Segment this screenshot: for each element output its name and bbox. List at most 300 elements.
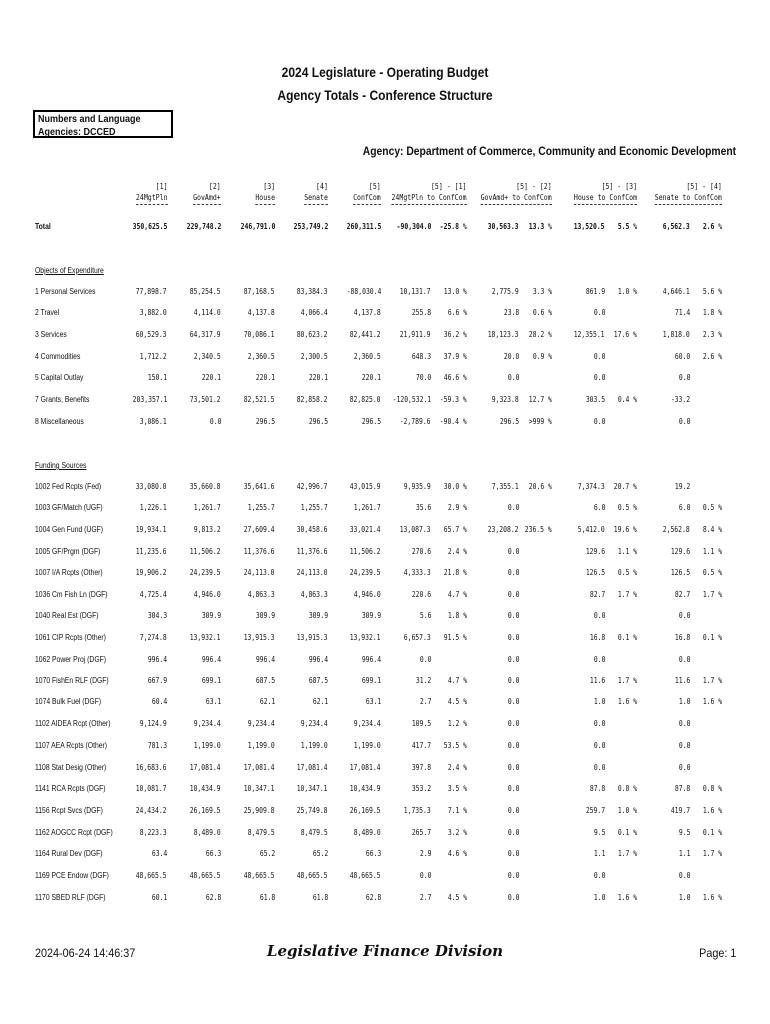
table-cell: 7,374.3: [578, 482, 605, 491]
column-header-label: House to ConfCom: [574, 192, 637, 205]
table-cell: 220.1: [361, 373, 381, 382]
table-cell: 13,932.1: [190, 633, 221, 642]
table-cell: 23.8: [503, 308, 519, 317]
table-cell: 0.0: [507, 373, 519, 382]
row-label: 5 Capital Outlay: [35, 373, 84, 382]
table-cell: 220.1: [255, 373, 275, 382]
column-header-label: GovAmd+ to ConfCom: [481, 192, 552, 205]
table-cell: 9,234.4: [354, 719, 381, 728]
report-subtitle: Agency Totals - Conference Structure: [277, 87, 493, 103]
table-cell: 2,562.8: [663, 525, 690, 534]
table-cell: 24,113.0: [297, 568, 328, 577]
table-cell: 13,520.5: [574, 222, 605, 231]
table-cell: 0.0: [678, 373, 690, 382]
table-cell: 10,434.9: [350, 784, 381, 793]
table-cell: 9,234.4: [301, 719, 328, 728]
table-cell: 4,863.3: [301, 590, 328, 599]
table-cell: 60.4: [151, 697, 167, 706]
table-cell: 6.6 %: [447, 308, 467, 317]
column-header-number: [4]: [316, 182, 328, 191]
table-cell: 66.3: [205, 849, 221, 858]
row-label: 1156 Rcpt Svcs (DGF): [35, 806, 103, 815]
table-cell: 5.6: [419, 611, 431, 620]
table-cell: 996.4: [147, 655, 167, 664]
column-header: [655, 181, 722, 205]
table-cell: 8,479.5: [301, 828, 328, 837]
table-cell: 260,311.5: [346, 222, 381, 231]
table-cell: 13.0 %: [443, 287, 467, 296]
table-cell: 62.8: [205, 893, 221, 902]
column-header: [481, 181, 552, 205]
table-cell: 0.0: [593, 611, 605, 620]
row-label: 7 Grants, Benefits: [35, 395, 90, 404]
table-cell: 0.0: [507, 741, 519, 750]
table-cell: 11,376.6: [297, 547, 328, 556]
table-cell: 3,882.0: [140, 308, 167, 317]
table-cell: 0.0: [419, 655, 431, 664]
table-cell: 61.8: [312, 893, 328, 902]
table-cell: 9.5: [678, 828, 690, 837]
table-cell: 397.8: [411, 763, 431, 772]
table-cell: 2.4 %: [447, 763, 467, 772]
table-cell: 9,813.2: [194, 525, 221, 534]
table-cell: 667.9: [147, 676, 167, 685]
table-cell: -90.4 %: [440, 417, 467, 426]
row-label: Total: [35, 222, 51, 231]
table-cell: 1,199.0: [194, 741, 221, 750]
table-cell: 0.0: [678, 871, 690, 880]
table-cell: 1.7 %: [702, 676, 722, 685]
table-cell: 0.0: [678, 763, 690, 772]
table-cell: 2.4 %: [447, 547, 467, 556]
table-cell: 60.1: [151, 893, 167, 902]
table-cell: 10,434.9: [190, 784, 221, 793]
table-cell: 42,996.7: [297, 482, 328, 491]
table-cell: 26,169.5: [190, 806, 221, 815]
row-label: 1004 Gen Fund (UGF): [35, 525, 104, 534]
table-cell: 1.6 %: [702, 697, 722, 706]
table-cell: 0.0: [593, 373, 605, 382]
table-cell: 0.6 %: [532, 308, 552, 317]
table-cell: 699.1: [361, 676, 381, 685]
section-funding-sources: Funding Sources: [35, 461, 87, 470]
table-cell: 259.7: [585, 806, 605, 815]
table-cell: 1,818.0: [663, 330, 690, 339]
table-cell: 13,087.3: [400, 525, 431, 534]
table-cell: 4,646.1: [663, 287, 690, 296]
table-cell: 2,360.5: [248, 352, 275, 361]
table-cell: 4,066.4: [301, 308, 328, 317]
table-cell: 150.1: [147, 373, 167, 382]
table-cell: 1,199.0: [248, 741, 275, 750]
table-cell: 2.7: [419, 893, 431, 902]
table-cell: 0.5 %: [617, 568, 637, 577]
table-cell: 65.7 %: [443, 525, 467, 534]
table-cell: >999 %: [528, 417, 552, 426]
table-cell: 61.8: [259, 893, 275, 902]
table-cell: 2.6 %: [702, 352, 722, 361]
row-label: 1040 Real Est (DGF): [35, 611, 99, 620]
table-cell: 270.6: [411, 547, 431, 556]
row-label: 4 Commodities: [35, 352, 81, 361]
table-cell: 82.7: [589, 590, 605, 599]
table-cell: 11,235.6: [136, 547, 167, 556]
table-cell: 0.0: [507, 547, 519, 556]
table-cell: 5.5 %: [617, 222, 637, 231]
table-cell: 0.0: [593, 719, 605, 728]
table-cell: 82,858.2: [297, 395, 328, 404]
table-cell: 0.0: [507, 697, 519, 706]
table-cell: 350,625.5: [132, 222, 167, 231]
table-cell: 129.6: [670, 547, 690, 556]
row-label: 1007 I/A Rcpts (Other): [35, 568, 103, 577]
table-cell: 699.1: [201, 676, 221, 685]
filter-line-2: Agencies: DCCED: [38, 127, 116, 138]
table-cell: 35,641.6: [244, 482, 275, 491]
table-cell: 220.1: [201, 373, 221, 382]
table-cell: 63.1: [365, 697, 381, 706]
table-cell: 1,255.7: [248, 503, 275, 512]
table-cell: 265.7: [411, 828, 431, 837]
table-cell: 0.0: [593, 871, 605, 880]
table-cell: 1.8 %: [447, 611, 467, 620]
table-cell: 63.1: [205, 697, 221, 706]
table-cell: 1,261.7: [354, 503, 381, 512]
table-cell: 2,775.9: [492, 287, 519, 296]
table-cell: 1.6 %: [702, 893, 722, 902]
table-cell: 43,015.9: [350, 482, 381, 491]
table-cell: 0.4 %: [617, 395, 637, 404]
column-header-label: House: [255, 192, 275, 205]
table-cell: 0.0: [507, 893, 519, 902]
table-cell: 4,725.4: [140, 590, 167, 599]
table-cell: 4.6 %: [447, 849, 467, 858]
table-cell: 1.0: [593, 893, 605, 902]
table-cell: 0.5 %: [702, 503, 722, 512]
column-header-number: [5] - [1]: [431, 182, 467, 191]
table-cell: 2.7: [419, 697, 431, 706]
table-cell: 46.6 %: [443, 373, 467, 382]
table-cell: 0.0: [507, 590, 519, 599]
column-header-label: Senate to ConfCom: [655, 192, 722, 205]
table-cell: 16,683.6: [136, 763, 167, 772]
table-cell: 417.7: [411, 741, 431, 750]
table-cell: 87,168.5: [244, 287, 275, 296]
column-header: [304, 181, 328, 205]
table-cell: 309.9: [201, 611, 221, 620]
table-cell: 861.9: [585, 287, 605, 296]
table-cell: 1.6 %: [617, 697, 637, 706]
table-cell: -90,304.0: [396, 222, 431, 231]
table-cell: 25,909.8: [244, 806, 275, 815]
table-cell: 5,412.0: [578, 525, 605, 534]
table-cell: 53.5 %: [443, 741, 467, 750]
table-cell: 1,735.3: [404, 806, 431, 815]
table-cell: 2.9 %: [447, 503, 467, 512]
table-cell: 0.0: [507, 611, 519, 620]
table-cell: 33,021.4: [350, 525, 381, 534]
table-cell: 253,749.2: [293, 222, 328, 231]
table-cell: 9,935.9: [404, 482, 431, 491]
column-header-number: [2]: [209, 182, 221, 191]
table-cell: 0.5 %: [702, 568, 722, 577]
table-cell: 82,441.2: [350, 330, 381, 339]
table-cell: 648.3: [411, 352, 431, 361]
table-cell: 1,261.7: [194, 503, 221, 512]
table-cell: 35.6: [415, 503, 431, 512]
table-cell: 20.6 %: [528, 482, 552, 491]
table-cell: 220.1: [308, 373, 328, 382]
table-cell: 73,501.2: [190, 395, 221, 404]
table-cell: 91.5 %: [443, 633, 467, 642]
table-cell: 0.8 %: [617, 784, 637, 793]
table-cell: 48,665.5: [136, 871, 167, 880]
table-cell: 236.5 %: [525, 525, 552, 534]
table-cell: 2.9: [419, 849, 431, 858]
table-cell: 309.9: [361, 611, 381, 620]
table-cell: 1.7 %: [617, 849, 637, 858]
report-title: 2024 Legislature - Operating Budget: [281, 64, 489, 80]
table-cell: 0.1 %: [617, 633, 637, 642]
table-cell: 19.6 %: [613, 525, 637, 534]
table-cell: 62.8: [365, 893, 381, 902]
table-cell: 0.0: [678, 655, 690, 664]
table-cell: 419.7: [670, 806, 690, 815]
table-cell: 255.8: [411, 308, 431, 317]
table-cell: 30,563.3: [488, 222, 519, 231]
row-label: 3 Services: [35, 330, 67, 339]
table-cell: 1.1 %: [702, 547, 722, 556]
table-cell: 0.0: [209, 417, 221, 426]
row-label: 1061 CIP Rcpts (Other): [35, 633, 106, 642]
table-cell: 0.1 %: [617, 828, 637, 837]
table-cell: 4,114.0: [194, 308, 221, 317]
column-header: [574, 181, 637, 205]
column-header: [255, 181, 275, 205]
table-cell: 1.0 %: [617, 287, 637, 296]
table-cell: 11.6: [589, 676, 605, 685]
column-header-label: ConfCom: [353, 192, 381, 205]
table-cell: 25,749.8: [297, 806, 328, 815]
table-cell: 2,360.5: [354, 352, 381, 361]
table-cell: 109.5: [411, 719, 431, 728]
table-cell: 0.1 %: [702, 633, 722, 642]
table-cell: -2,789.6: [400, 417, 431, 426]
table-cell: 304.3: [147, 611, 167, 620]
column-header-label: Senate: [304, 192, 328, 205]
table-cell: 8,479.5: [248, 828, 275, 837]
table-cell: -25.8 %: [440, 222, 467, 231]
table-cell: 229,748.2: [186, 222, 221, 231]
table-cell: 1,199.0: [354, 741, 381, 750]
table-cell: 0.0: [507, 828, 519, 837]
table-cell: 309.9: [308, 611, 328, 620]
table-cell: 7.1 %: [447, 806, 467, 815]
column-header-number: [5]: [369, 182, 381, 191]
row-label: 1164 Rural Dev (DGF): [35, 849, 103, 858]
column-header: [353, 181, 381, 205]
table-cell: 87.8: [674, 784, 690, 793]
table-cell: 687.5: [255, 676, 275, 685]
table-cell: 82.7: [674, 590, 690, 599]
table-cell: 3.3 %: [532, 287, 552, 296]
column-header-number: [3]: [263, 182, 275, 191]
table-cell: 64,317.9: [190, 330, 221, 339]
column-header-label: GovAmd+: [193, 192, 221, 205]
table-cell: 20.7 %: [613, 482, 637, 491]
table-cell: 19,934.1: [136, 525, 167, 534]
row-label: 1162 AOGCC Rcpt (DGF): [35, 828, 113, 837]
table-cell: 0.0: [593, 308, 605, 317]
table-cell: 996.4: [361, 655, 381, 664]
table-cell: 0.0: [678, 611, 690, 620]
table-cell: 0.0: [507, 568, 519, 577]
table-cell: 23,208.2: [488, 525, 519, 534]
row-label: 1003 GF/Match (UGF): [35, 503, 103, 512]
table-cell: 0.0: [507, 676, 519, 685]
table-cell: 63.4: [151, 849, 167, 858]
table-cell: 36.2 %: [443, 330, 467, 339]
footer-page-number: Page: 1: [698, 946, 736, 960]
table-cell: 0.1 %: [702, 828, 722, 837]
table-cell: 82,521.5: [244, 395, 275, 404]
table-cell: 65.2: [312, 849, 328, 858]
table-cell: 27,609.4: [244, 525, 275, 534]
table-cell: 2.6 %: [702, 222, 722, 231]
table-cell: -59.3 %: [440, 395, 467, 404]
table-cell: 6.0: [678, 503, 690, 512]
table-cell: 0.5 %: [617, 503, 637, 512]
table-cell: 1.7 %: [702, 590, 722, 599]
table-cell: 0.0: [507, 806, 519, 815]
row-label: 1002 Fed Rcpts (Fed): [35, 482, 102, 491]
table-cell: 0.0: [593, 741, 605, 750]
table-cell: 996.4: [255, 655, 275, 664]
table-cell: 10,131.7: [400, 287, 431, 296]
table-cell: 4,333.3: [404, 568, 431, 577]
table-cell: 17,081.4: [190, 763, 221, 772]
table-cell: 12,355.1: [574, 330, 605, 339]
table-cell: 19,906.2: [136, 568, 167, 577]
table-cell: 83,384.3: [297, 287, 328, 296]
table-cell: 1.0: [678, 697, 690, 706]
table-cell: 687.5: [308, 676, 328, 685]
table-cell: 7,274.8: [140, 633, 167, 642]
table-cell: 126.5: [670, 568, 690, 577]
column-header-number: [5] - [4]: [686, 182, 722, 191]
table-cell: 220.6: [411, 590, 431, 599]
row-label: 1141 RCA Rcpts (DGF): [35, 784, 106, 793]
row-label: 8 Miscellaneous: [35, 417, 84, 426]
table-cell: 6.0: [593, 503, 605, 512]
table-cell: 71.4: [674, 308, 690, 317]
table-cell: 1.7 %: [617, 590, 637, 599]
table-cell: 48,665.5: [190, 871, 221, 880]
table-cell: -88,030.4: [346, 287, 381, 296]
table-cell: 0.0: [593, 417, 605, 426]
table-cell: 20.0: [503, 352, 519, 361]
table-cell: 1,226.1: [140, 503, 167, 512]
table-cell: 1.1 %: [617, 547, 637, 556]
row-label: 1170 SBED RLF (DGF): [35, 893, 106, 902]
table-cell: 4.5 %: [447, 697, 467, 706]
table-cell: 4,946.0: [194, 590, 221, 599]
table-cell: 17.6 %: [613, 330, 637, 339]
table-cell: 203,357.1: [132, 395, 167, 404]
table-cell: 11,376.6: [244, 547, 275, 556]
table-cell: 24,239.5: [190, 568, 221, 577]
table-cell: 2,340.5: [194, 352, 221, 361]
table-cell: 60.0: [674, 352, 690, 361]
table-cell: 1.6 %: [617, 893, 637, 902]
table-cell: 13,915.3: [244, 633, 275, 642]
table-cell: 3,086.1: [140, 417, 167, 426]
table-cell: 16.8: [674, 633, 690, 642]
table-cell: 5.6 %: [702, 287, 722, 296]
table-cell: 37.9 %: [443, 352, 467, 361]
table-cell: 4,863.3: [248, 590, 275, 599]
table-cell: 87.8: [589, 784, 605, 793]
table-cell: 9.5: [593, 828, 605, 837]
table-cell: 296.5: [308, 417, 328, 426]
table-cell: 4,137.8: [354, 308, 381, 317]
column-header: [392, 181, 467, 205]
row-label: 1005 GF/Prgm (DGF): [35, 547, 101, 556]
table-cell: 11,506.2: [190, 547, 221, 556]
row-label: 1074 Bulk Fuel (DGF): [35, 697, 102, 706]
table-cell: 996.4: [308, 655, 328, 664]
table-cell: -33.2: [670, 395, 690, 404]
table-cell: 1.6 %: [702, 806, 722, 815]
table-cell: 8.4 %: [702, 525, 722, 534]
table-cell: 82,825.0: [350, 395, 381, 404]
table-cell: 303.5: [585, 395, 605, 404]
filter-line-1: Numbers and Language: [38, 114, 141, 125]
table-cell: 4,946.0: [354, 590, 381, 599]
table-cell: 9,323.8: [492, 395, 519, 404]
table-cell: 4.7 %: [447, 676, 467, 685]
table-cell: 77,898.7: [136, 287, 167, 296]
table-cell: 33,080.0: [136, 482, 167, 491]
row-label: 1107 AEA Rcpts (Other): [35, 741, 108, 750]
table-cell: 0.0: [678, 417, 690, 426]
table-cell: 1,199.0: [301, 741, 328, 750]
table-cell: 85,254.5: [190, 287, 221, 296]
table-cell: 35,660.8: [190, 482, 221, 491]
column-header-number: [5] - [2]: [516, 182, 552, 191]
table-cell: 0.0: [678, 741, 690, 750]
table-cell: 1.7 %: [617, 676, 637, 685]
footer-division: Legislative Finance Division: [266, 942, 504, 960]
table-cell: 0.9 %: [532, 352, 552, 361]
table-cell: 0.0: [507, 871, 519, 880]
table-cell: 48,665.5: [297, 871, 328, 880]
table-cell: 19.2: [674, 482, 690, 491]
table-cell: 31.2: [415, 676, 431, 685]
table-cell: 18,123.3: [488, 330, 519, 339]
table-cell: 65.2: [259, 849, 275, 858]
table-cell: 66.3: [365, 849, 381, 858]
table-cell: 129.6: [585, 547, 605, 556]
table-cell: 8,489.0: [354, 828, 381, 837]
column-header-number: [1]: [156, 182, 168, 191]
table-cell: 781.3: [147, 741, 167, 750]
table-cell: 21,911.9: [400, 330, 431, 339]
table-cell: 26,169.5: [350, 806, 381, 815]
table-cell: 30.0 %: [443, 482, 467, 491]
column-header-label: 24MgtPln: [136, 192, 168, 205]
filter-box: [33, 110, 173, 138]
